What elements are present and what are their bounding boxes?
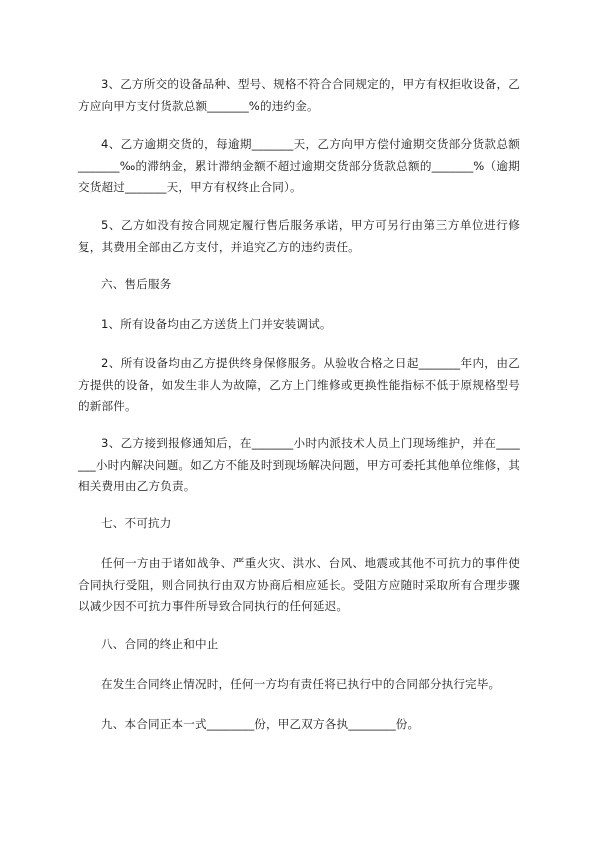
termination-text: 在发生合同终止情况时，任何一方均有责任将已执行中的合同部分执行完毕。 <box>101 677 501 691</box>
section-heading-termination: 八、合同的终止和中止 <box>101 637 219 651</box>
section-heading-after-sales: 六、售后服务 <box>101 277 172 291</box>
clause-5-after-sales-breach: 5、乙方如没有按合同规定履行售后服务承诺，甲方可另行由第三方单位进行修复，其费用全部由乙方支付，并追究乙方的违约责任。 <box>78 218 520 254</box>
clause-4-late-delivery: 4、乙方逾期交货的，每逾期_______天，乙方向甲方偿付逾期交货部分货款总额_______‰的滞纳金，累计滞纳金额不超过逾期交货部分货款总额的_______%（逾期交货超过_______天，甲方有权终止合同）。 <box>78 137 520 194</box>
clause-3-repair-response: 3、乙方接到报修通知后，在_______小时内派技术人员上门现场维护，并在_______小时内解决问题。如乙方不能及时到现场解决问题，甲方可委托其他单位维修，其相关费用由乙方负责。 <box>78 436 520 493</box>
clause-2-warranty: 2、所有设备均由乙方提供终身保修服务。从验收合格之日起_______年内，由乙方提供的设备，如发生非人为故障，乙方上门维修或更换性能指标不低于原规格型号的新部件。 <box>78 356 520 413</box>
clause-3-nonconforming-equipment: 3、乙方所交的设备品种、型号、规格不符合合同规定的，甲方有权拒收设备，乙方应向甲方支付货款总额_______%的违约金。 <box>78 77 520 113</box>
clause-1-delivery-installation: 1、所有设备均由乙方送货上门并安装调试。 <box>101 317 332 331</box>
section-heading-force-majeure: 七、不可抗力 <box>101 516 172 530</box>
clause-9-copies: 九、本合同正本一式________份，甲乙双方各执________份。 <box>101 717 420 731</box>
force-majeure-text: 任何一方由于诸如战争、严重火灾、洪水、台风、地震或其他不可抗力的事件使合同执行受阻，则合同执行由双方协商后相应延长。受阻方应随时采取所有合理步骤以减少因不可抗力事件所导致合同执行的任何延迟。 <box>78 556 520 613</box>
